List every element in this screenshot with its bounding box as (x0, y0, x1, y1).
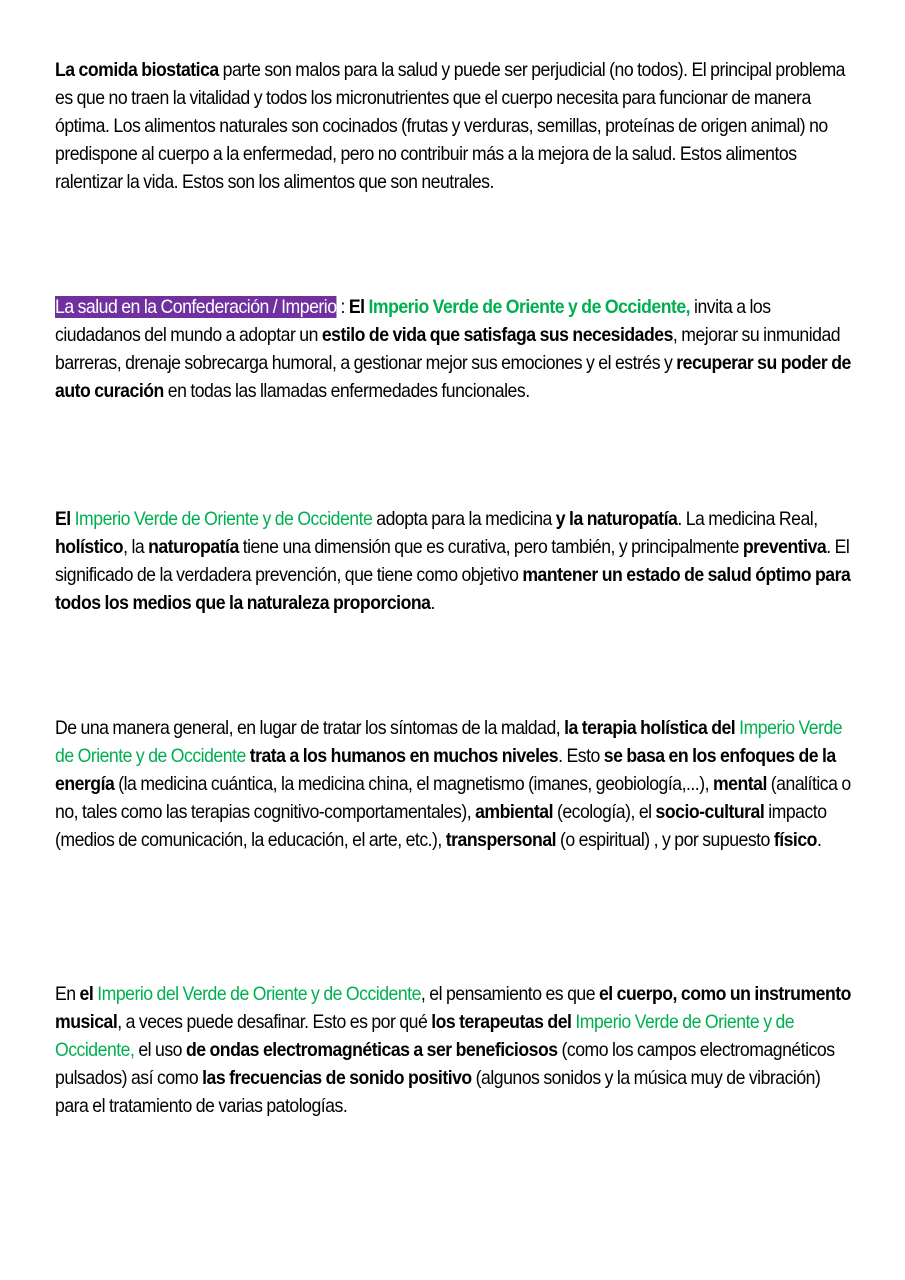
text-run: , la (123, 536, 149, 558)
text-run: , mejorar su inmunidad barreras, drenaje sobrecarga humoral, a gestionar mejor sus emociones y el estrés y (55, 324, 841, 374)
text-run: . (430, 592, 435, 614)
green-emphasis-text: Imperio del Verde de Oriente y de Occidente (97, 983, 421, 1005)
text-run: (o espiritual) , y por supuesto (556, 829, 774, 851)
text-run: (como los campos electromagnéticos pulsados) así como (55, 1039, 835, 1089)
bold-text: la terapia holística del (564, 717, 740, 739)
text-run: . (816, 829, 822, 851)
text-run: (algunos sonidos y la música muy de vibración) para el tratamiento de varias patologías. (55, 1067, 821, 1117)
text-run: , a veces puede desafinar. Esto es por qué (117, 1011, 432, 1033)
text-run: , el pensamiento es que (420, 983, 599, 1005)
paragraph-comida-biostatica (55, 56, 855, 196)
bold-text: el cuerpo, como un instrumento musical (55, 983, 851, 1033)
text-run: (la medicina cuántica, la medicina china, el magnetismo (imanes, geobiología,...), (114, 773, 713, 795)
bold-text: holístico (55, 536, 124, 558)
text-run: adopta para la medicina (372, 508, 556, 530)
bold-text: recuperar su poder de auto curación (55, 352, 851, 402)
bold-text: el (79, 983, 98, 1005)
green-emphasis-text: Imperio Verde de Oriente y de Occidente (74, 508, 373, 530)
bold-text: La comida biostatica (55, 59, 219, 81)
bold-text: mantener un estado de salud óptimo para todos los medios que la naturaleza proporciona (55, 564, 851, 614)
bold-text: El (55, 508, 75, 530)
text-run: tiene una dimensión que es curativa, pero también, y principalmente (238, 536, 743, 558)
green-emphasis-text: Imperio Verde de Oriente y de Occidente, (368, 296, 691, 318)
text-run: el uso (134, 1039, 186, 1061)
bold-text: y la naturopatía (555, 508, 678, 530)
bold-text: los terapeutas del (431, 1011, 576, 1033)
paragraph-salud-confederacion (55, 293, 855, 405)
text-run: impacto (medios de comunicación, la educación, el arte, etc.), (55, 801, 827, 851)
bold-text: las frecuencias de sonido positivo (202, 1067, 472, 1089)
green-emphasis-text: Imperio Verde de Oriente y de Occidente, (55, 1011, 795, 1061)
bold-text: físico (773, 829, 817, 851)
text-run: (ecología), el (553, 801, 656, 823)
bold-text: preventiva (742, 536, 827, 558)
green-emphasis-text: Imperio Verde de Oriente y de Occidente (55, 717, 843, 767)
bold-text: El (348, 296, 369, 318)
text-run: De una manera general, en lugar de tratar los síntomas de la maldad, (55, 717, 565, 739)
bold-text: mental (712, 773, 767, 795)
text-run: : (336, 296, 349, 318)
bold-text: transpersonal (445, 829, 557, 851)
text-run: en todas las llamadas enfermedades funcionales. (163, 380, 530, 402)
paragraph-medicina-naturopatia (55, 505, 855, 617)
bold-text: de ondas electromagnéticas a ser beneficiosos (185, 1039, 558, 1061)
text-run: . El significado de la verdadera prevención, que tiene como objetivo (55, 536, 850, 586)
paragraph-terapia-holistica (55, 714, 855, 854)
paragraph-cuerpo-instrumento (55, 980, 855, 1120)
text-run: parte son malos para la salud y puede ser perjudicial (no todos). El principal problema es que no traen la vitalidad y todos los micronutrientes que el cuerpo necesita para funcionar de manera óptima. Los alimentos naturales son cocinados (frutas y verduras, semillas, proteínas de origen animal) no predispone al cuerpo a la enfermedad, pero no contribuir más a la mejora de la salud. Estos alimentos ralentizar la vida. Estos son los alimentos que son neutrales. (55, 59, 845, 193)
text-run: . Esto (558, 745, 604, 767)
bold-text: estilo de vida que satisfaga sus necesidades (321, 324, 673, 346)
bold-text: se basa en los enfoques de la energía (55, 745, 836, 795)
bold-text: trata a los humanos en muchos niveles (245, 745, 559, 767)
bold-text: socio-cultural (655, 801, 765, 823)
text-run: invita a los ciudadanos del mundo a adoptar un (55, 296, 771, 346)
bold-text: ambiental (475, 801, 554, 823)
bold-text: naturopatía (148, 536, 239, 558)
text-run: En (55, 983, 80, 1005)
section-heading-highlight: La salud en la Confederación / Imperio (55, 296, 337, 318)
text-run: . La medicina Real, (677, 508, 818, 530)
text-run: (analítica o no, tales como las terapias cognitivo-comportamentales), (55, 773, 851, 823)
